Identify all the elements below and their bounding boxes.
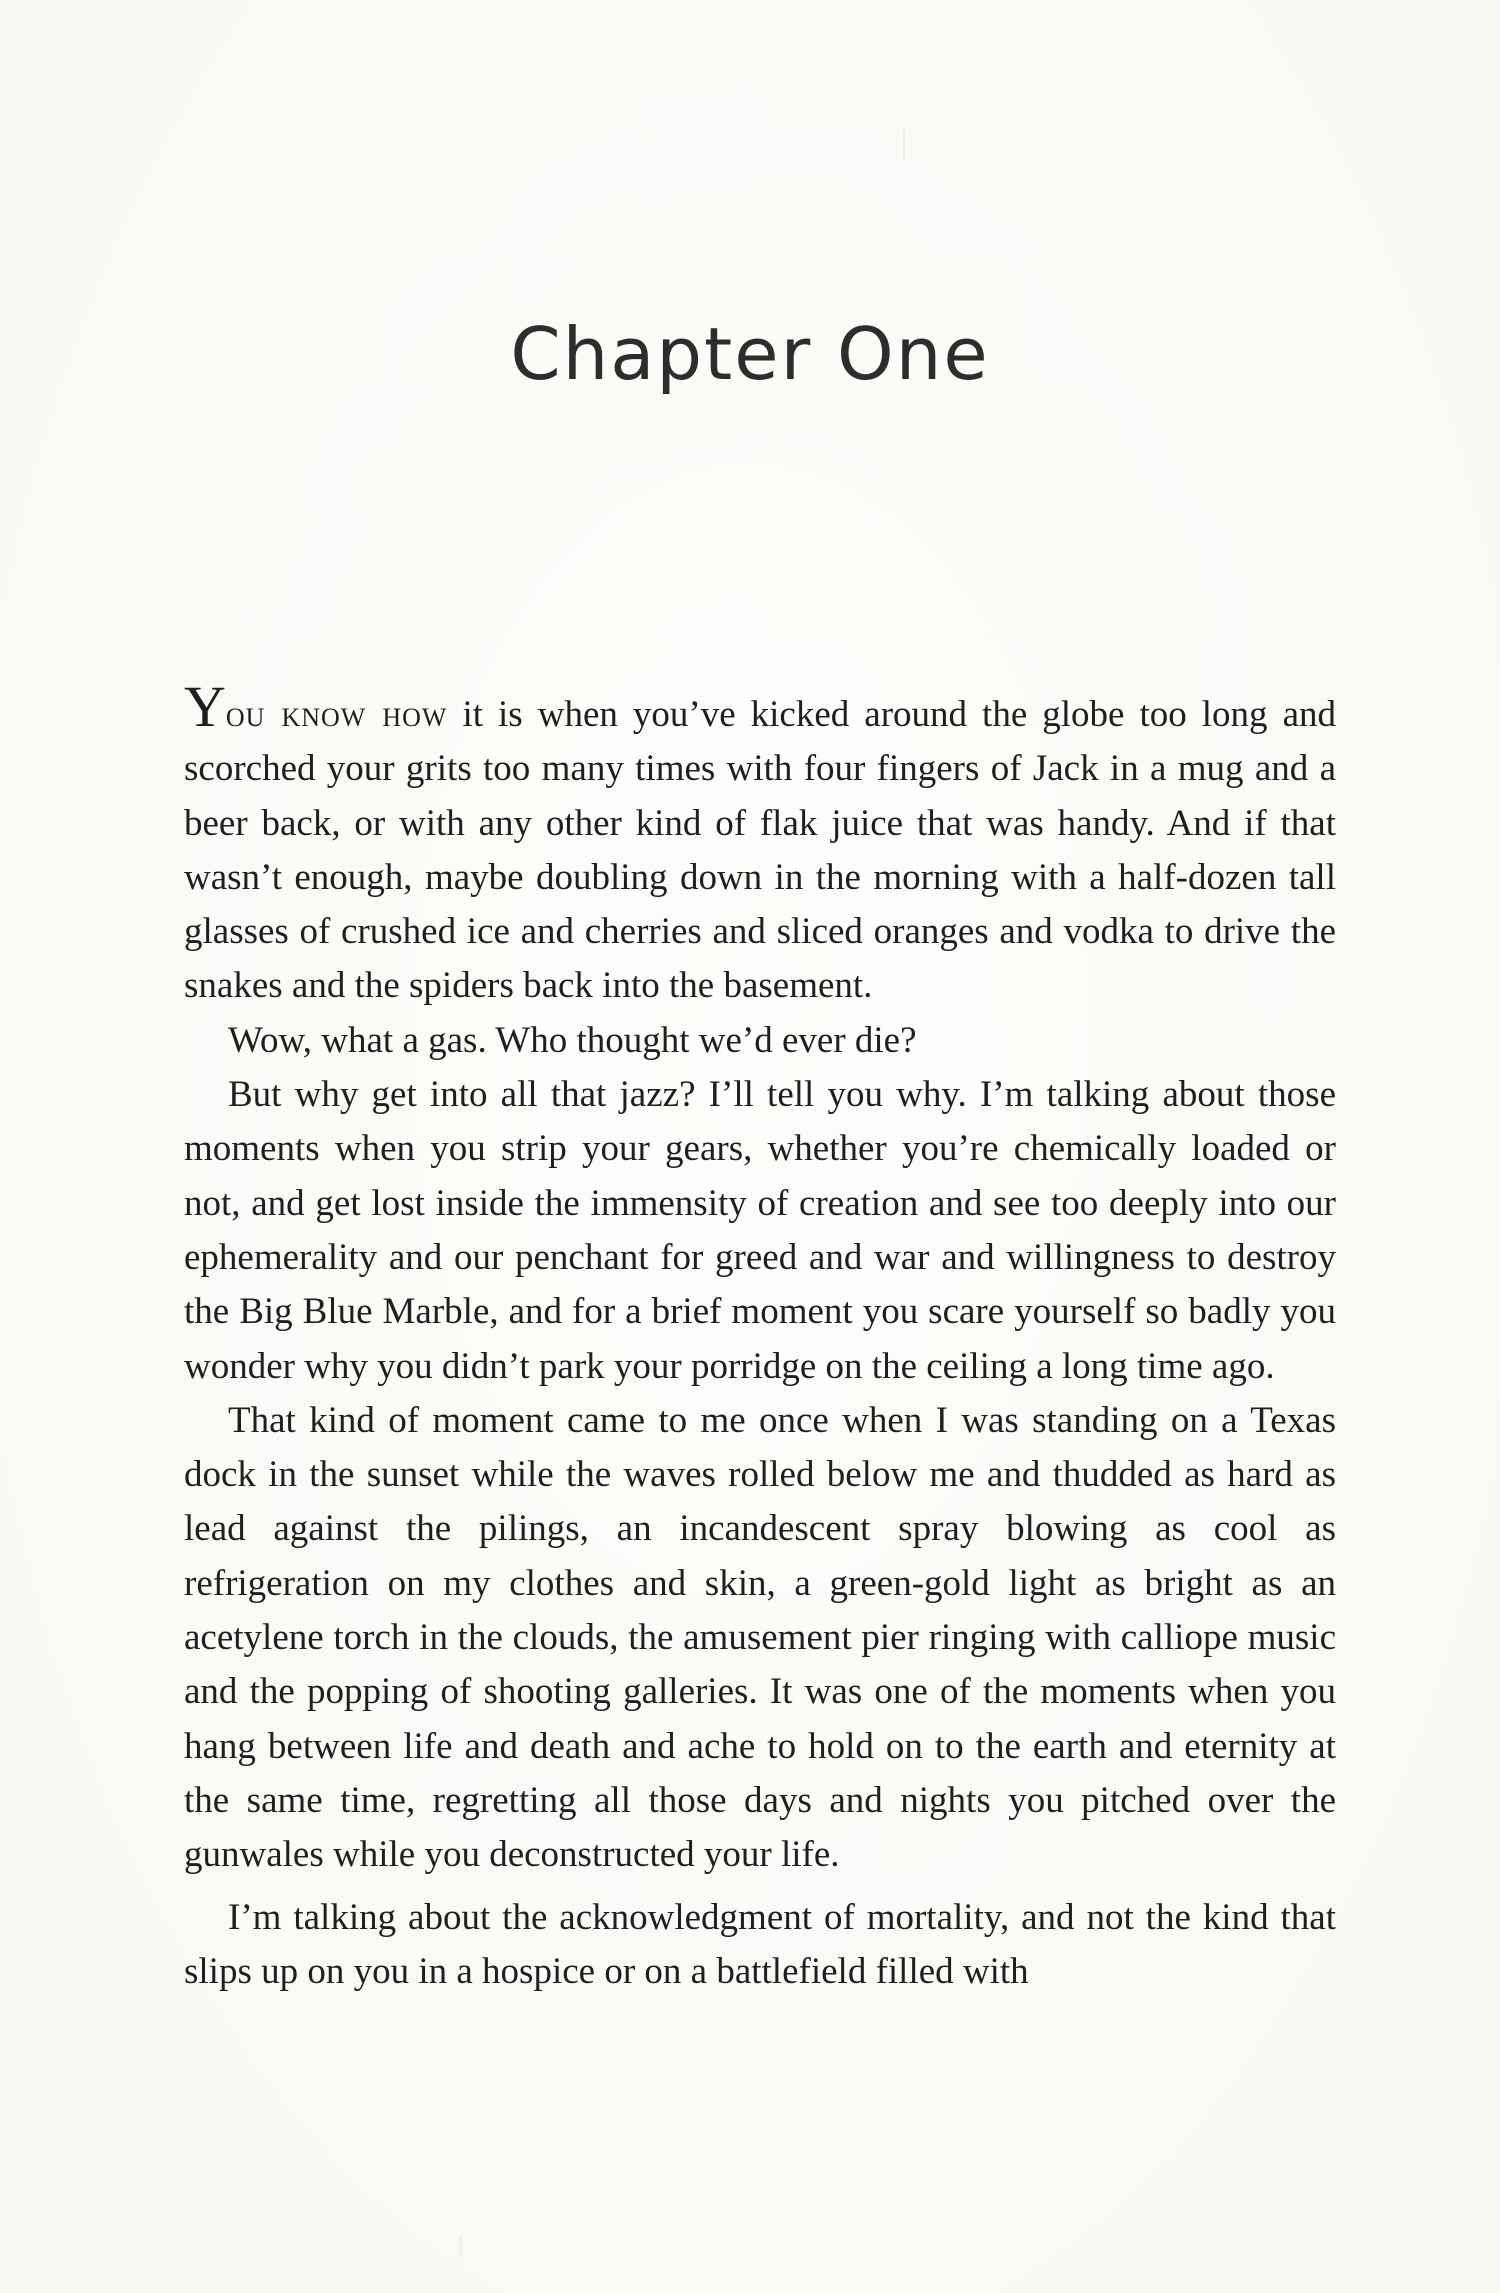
opening-text: it is when you’ve kicked around the globe too long and scorched your grits too many times with four fingers of Jack in a mug and a beer back, or with any other kind of flak juice that was handy. And if that wasn’t enough, maybe doubling down in the morning with a half-dozen tall glasses of crushed ice and cherries and sliced oranges and vodka to drive the snakes and the spiders back into the basement.: [184, 694, 1336, 1007]
chapter-title: Chapter One: [510, 312, 990, 396]
scan-speck: [460, 2235, 462, 2257]
chapter-body: [184, 674, 1336, 1999]
paragraph: That kind of moment came to me once when I was standing on a Texas dock in the sunset while the waves rolled below me and thudded as hard as lead against the pilings, an incandescent spray blowing as cool as refrigeration on my clothes and skin, a green-gold light as bright as an acetylene torch in the clouds, the amusement pier ringing with calliope music and the popping of shooting galleries. It was one of the moments when you hang between life and death and ache to hold on to the earth and eternity at the same time, regretting all those days and nights you pitched over the gunwales while you deconstructed your life.: [184, 1399, 1336, 1876]
opening-paragraph: [184, 674, 1336, 1014]
paragraph: Wow, what a gas. Who thought we’d ever die?: [228, 1019, 917, 1061]
scan-speck: [903, 130, 905, 160]
drop-cap: Y: [184, 674, 226, 739]
paragraph: But why get into all that jazz? I’ll tell you why. I’m talking about those moments when you strip your gears, whether you’re chemically loaded or not, and get lost inside the immensity of creation and see too deeply into our ephemerality and our penchant for greed and war and willingness to destroy the Big Blue Marble, and for a brief moment you scare yourself so badly you wonder why you didn’t park your porridge on the ceiling a long time ago.: [184, 1074, 1336, 1387]
paragraph: I’m talking about the acknowledgment of mortality, and not the kind that slips up on you in a hospice or on a battlefield filled with: [184, 1896, 1336, 1992]
opening-small-caps: ou know how: [225, 694, 448, 735]
